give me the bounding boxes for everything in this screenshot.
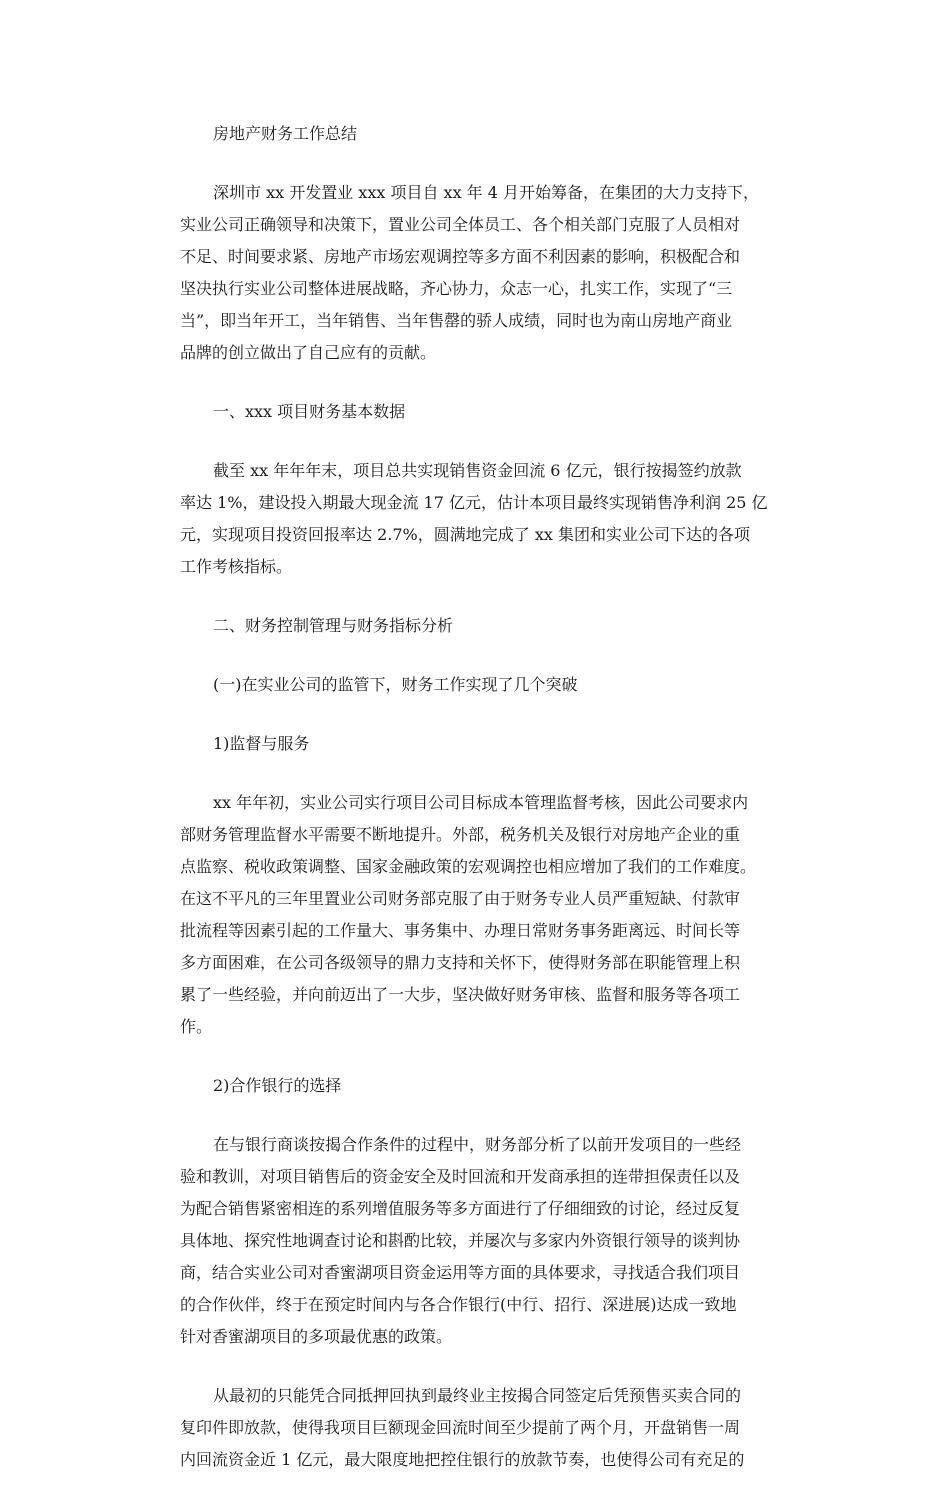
text-line: 具体地、探究性地调查讨论和斟酌比较，并屡次与多家内外资银行领导的谈判协 — [180, 1231, 741, 1250]
text-line: 在与银行商谈按揭合作条件的过程中，财务部分析了以前开发项目的一些经 — [213, 1135, 742, 1154]
item1-paragraph — [180, 787, 772, 1043]
text-line: 针对香蜜湖项目的多项最优惠的政策。 — [180, 1327, 453, 1346]
text-line: 商，结合实业公司对香蜜湖项目资金运用等方面的具体要求，寻找适合我们项目 — [180, 1263, 741, 1282]
subsection-heading: (一)在实业公司的监管下，财务工作实现了几个突破 — [213, 675, 578, 694]
text-line: 率达 1%，建设投入期最大现金流 17 亿元，估计本项目最终实现销售净利润 25 亿 — [180, 493, 768, 512]
intro-paragraph — [180, 177, 772, 369]
final-paragraph — [180, 1380, 772, 1476]
text-line: 坚决执行实业公司整体进展战略，齐心协力，众志一心，扎实工作，实现了“三 — [180, 279, 733, 298]
section1-paragraph — [180, 455, 772, 583]
text-line: 从最初的只能凭合同抵押回执到最终业主按揭合同签定后凭预售买卖合同的 — [213, 1386, 742, 1405]
text-line: 验和教训，对项目销售后的资金安全及时回流和开发商承担的连带担保责任以及 — [180, 1167, 741, 1186]
text-line: xx 年年初，实业公司实行项目公司目标成本管理监督考核，因此公司要求内 — [213, 793, 749, 812]
document-body — [180, 118, 772, 1503]
text-line: 为配合销售紧密相连的系列增值服务等多方面进行了仔细细致的讨论，经过反复 — [180, 1199, 741, 1218]
text-line: 复印件即放款，使得我项目巨额现金回流时间至少提前了两个月，开盘销售一周 — [180, 1418, 741, 1437]
text-line: 元，实现项目投资回报率达 2.7%，圆满地完成了 xx 集团和实业公司下达的各项 — [180, 525, 750, 544]
document-title: 房地产财务工作总结 — [213, 124, 358, 143]
text-line: 截至 xx 年年年末，项目总共实现销售资金回流 6 亿元，银行按揭签约放款 — [213, 461, 742, 480]
text-line: 实业公司正确领导和决策下，置业公司全体员工、各个相关部门克服了人员相对 — [180, 215, 741, 234]
text-line: 当”，即当年开工，当年销售、当年售罄的骄人成绩，同时也为南山房地产商业 — [180, 311, 733, 330]
text-line: 内回流资金近 1 亿元，最大限度地把控住银行的放款节奏，也使得公司有充足的 — [180, 1450, 745, 1469]
text-line: 的合作伙伴，终于在预定时间内与各合作银行(中行、招行、深进展)达成一致地 — [180, 1295, 737, 1314]
item-heading: 2)合作银行的选择 — [213, 1076, 342, 1095]
text-line: 批流程等因素引起的工作量大、事务集中、办理日常财务事务距离远、时间长等 — [180, 921, 741, 940]
text-line: 部财务管理监督水平需要不断地提升。外部，税务机关及银行对房地产企业的重 — [180, 825, 741, 844]
text-line: 不足、时间要求紧、房地产市场宏观调控等多方面不利因素的影响，积极配合和 — [180, 247, 741, 266]
item2-paragraph — [180, 1129, 772, 1353]
text-line: 点监察、税收政策调整、国家金融政策的宏观调控也相应增加了我们的工作难度。 — [180, 857, 757, 876]
text-line: 累了一些经验，并向前迈出了一大步，坚决做好财务审核、监督和服务等各项工 — [180, 985, 741, 1004]
text-line: 多方面困难，在公司各级领导的鼎力支持和关怀下，使得财务部在职能管理上积 — [180, 953, 741, 972]
section-heading: 二、财务控制管理与财务指标分析 — [213, 616, 454, 635]
text-line: 作。 — [180, 1017, 213, 1036]
item-heading: 1)监督与服务 — [213, 734, 310, 753]
text-line: 品牌的创立做出了自己应有的贡献。 — [180, 343, 437, 362]
text-line: 工作考核指标。 — [180, 557, 293, 576]
text-line: 深圳市 xx 开发置业 xxx 项目自 xx 年 4 月开始筹备，在集团的大力支持下， — [213, 183, 760, 202]
section-heading: 一、xxx 项目财务基本数据 — [213, 402, 406, 421]
text-line: 在这不平凡的三年里置业公司财务部克服了由于财务专业人员严重短缺、付款审 — [180, 889, 741, 908]
